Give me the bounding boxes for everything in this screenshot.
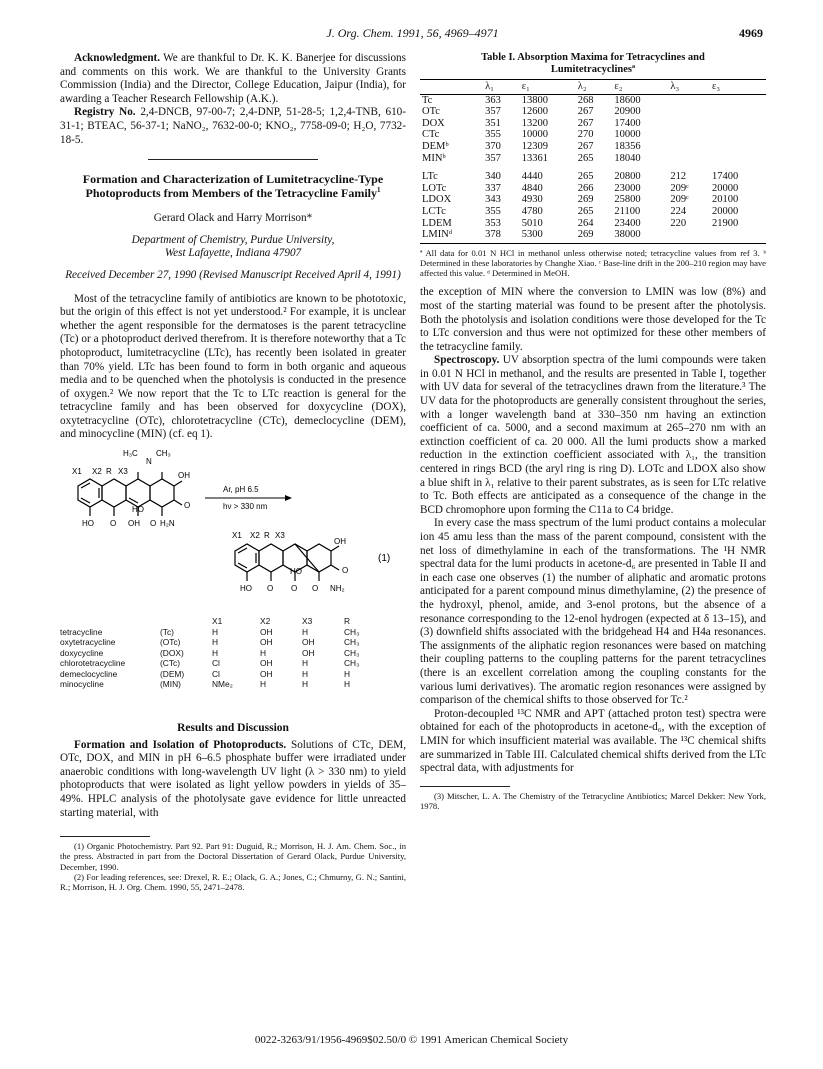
section-divider bbox=[148, 159, 318, 160]
footnote-divider bbox=[60, 836, 150, 837]
c13-nmr-paragraph: Proton-decoupled ¹³C NMR and APT (attached proton test) spectra were obtained for each of the photoproducts in acetone-d₆, with the exception of LMIN for which insufficient material was available. The ¹³C chemical shifts are summarized in Table III. Calculated chemical shifts derived from the LTc spectral data, with adjustments for bbox=[420, 707, 766, 775]
table1-value bbox=[668, 94, 710, 106]
title-footnote-marker: 1 bbox=[377, 186, 381, 195]
page-number: 4969 bbox=[739, 26, 763, 40]
table1-value: 20000 bbox=[711, 182, 739, 194]
table1-value: 212 bbox=[670, 171, 687, 183]
equation-number: (1) bbox=[378, 553, 391, 565]
table1-value: 265 bbox=[577, 205, 594, 217]
article-title-text: Formation and Characterization of Lumitetracycline-Type Photoproducts from Members of the Tetracycline Family bbox=[82, 172, 384, 201]
table1-value: 266 bbox=[577, 182, 594, 194]
compound-x2: OH bbox=[260, 626, 273, 637]
substituent-table bbox=[60, 616, 368, 690]
table1-value bbox=[710, 229, 766, 243]
compound-x3: H bbox=[302, 626, 309, 637]
affiliation-line-1: Department of Chemistry, Purdue University, bbox=[131, 233, 335, 246]
footnote-1: (1) Organic Photochemistry. Part 92. Part 91: Duguid, R.; Morrison, H. J. Am. Chem. Soc., in the press. Abstracted in part from the Doctoral Dissertation of Gerard Olack, Purdue University, December, 1990. bbox=[60, 841, 406, 872]
table-row bbox=[420, 194, 766, 206]
copyright-line: 0022-3263/91/1956-4969$02.50/0 © 1991 American Chemical Society bbox=[254, 1034, 569, 1046]
table1-compound: LDEM bbox=[422, 217, 452, 229]
compound-row bbox=[60, 679, 368, 690]
formation-paragraph bbox=[60, 739, 406, 821]
registry-text: 2,4-DNCB, 97-00-7; 2,4-DNP, 51-28-5; 1,2,4-TNB, 610-31-1; BTEAC, 56-37-1; NaNO₂, 7632-00-0; KNO₂, 7758-09-0; H₂O, 7732-18-5. bbox=[60, 106, 407, 146]
table1-value: 20900 bbox=[614, 106, 641, 118]
table1-value: 4440 bbox=[521, 171, 543, 183]
table1-value: 13800 bbox=[521, 94, 548, 106]
table1-value: 269 bbox=[576, 229, 613, 243]
table1-compound: LCTc bbox=[422, 205, 446, 217]
product-label-x3: X3 bbox=[275, 531, 285, 541]
table1-value: 21900 bbox=[711, 217, 739, 229]
compound-name: oxytetracycline bbox=[60, 637, 116, 648]
reactant-label-h3c: H₃C bbox=[123, 449, 138, 459]
table1-value: 20800 bbox=[614, 171, 641, 183]
compound-x2: H bbox=[260, 647, 267, 658]
reactant-label-ho: HO bbox=[82, 519, 94, 529]
table1-value bbox=[668, 229, 710, 243]
table-row bbox=[420, 206, 766, 218]
table1-value bbox=[668, 153, 710, 165]
footnotes-right bbox=[420, 791, 766, 811]
table1-value: 13200 bbox=[521, 117, 548, 129]
compound-r: CH₃ bbox=[344, 658, 360, 669]
table1-value: 17400 bbox=[711, 171, 739, 183]
product-label-oh: OH bbox=[334, 537, 346, 547]
intro-paragraph: Most of the tetracycline family of antibiotics are known to be phototoxic, but the origin of this effect is not yet understood.² For example, it is unclear whether the agent responsible for the dermatoses is the parent tetracycline (Tc) or a photoproduct derived therefrom. It is therefore noteworthy that a Tc photoproduct, lumitetracycline (LTc), has recently been isolated in greater than 70% yield. LTc has been found to form in both organic and aqueous media and to be quenched when the photolysis is conducted in the presence of oxygen.² We now report that the Tc to LTc reaction is general for the tetracycline family and has been observed for doxycycline (DOX), oxytetracycline (OTc), chlorotetracycline (CTc), demeclocycline (DEM), and minocycline (MIN) (cf. eq 1). bbox=[60, 292, 406, 441]
table1-compound: Tc bbox=[422, 94, 433, 106]
substituent-header bbox=[160, 616, 212, 627]
product-label-x2: X2 bbox=[250, 531, 260, 541]
reaction-scheme bbox=[60, 446, 406, 714]
authors: Gerard Olack and Harry Morrison* bbox=[153, 212, 313, 225]
compound-abbr: (Tc) bbox=[160, 626, 174, 637]
table-row bbox=[420, 94, 766, 106]
table1-value: 12600 bbox=[521, 106, 548, 118]
acknowledgment-text: We are thankful to Dr. K. K. Banerjee for discussions and comments on this work. We are thankful to the University Grants Commission (India) and the Director, College Education, Jaipur (India), for awarding a Teacher Research Fellowship (A.K.). bbox=[60, 52, 406, 105]
table1-compound: DEMᵇ bbox=[422, 140, 449, 152]
table1-value: 265 bbox=[577, 152, 594, 164]
table-row bbox=[420, 229, 766, 243]
footnotes-left bbox=[60, 841, 406, 892]
reactant-label-r: R bbox=[106, 467, 112, 477]
compound-x3: OH bbox=[302, 637, 315, 648]
product-label-o: O bbox=[342, 566, 349, 576]
table1-value: 5300 bbox=[520, 229, 576, 243]
compound-x1: Cl bbox=[212, 658, 220, 669]
table1-compound: MINᵇ bbox=[422, 152, 446, 164]
compound-x2: OH bbox=[260, 668, 273, 679]
product-label-o3: O bbox=[312, 584, 319, 594]
table1-value: 343 bbox=[485, 194, 501, 206]
compound-abbr: (OTc) bbox=[160, 637, 181, 648]
table1-value: 17400 bbox=[614, 117, 641, 129]
registry-numbers bbox=[60, 106, 406, 147]
compound-row bbox=[60, 669, 368, 680]
reactant-label-x1: X1 bbox=[72, 467, 82, 477]
table1-title-line-1: Table I. Absorption Maxima for Tetracyclines and bbox=[481, 52, 705, 63]
product-label-o1: O bbox=[267, 584, 274, 594]
table1-title-line-2: Lumitetracyclinesª bbox=[550, 64, 636, 75]
compound-r: H bbox=[344, 679, 351, 690]
table1-value bbox=[710, 94, 766, 106]
table1-value: 4930 bbox=[521, 194, 543, 206]
table1-value: 357 bbox=[485, 152, 501, 164]
article-title bbox=[60, 172, 406, 200]
table1-value bbox=[710, 153, 766, 165]
table1-col-header: λ₂ bbox=[576, 80, 613, 95]
table1-value: 268 bbox=[577, 94, 594, 106]
table1-absorption-maxima bbox=[420, 79, 766, 244]
compound-row bbox=[60, 627, 368, 638]
table1-value: 38000 bbox=[612, 229, 668, 243]
table1-value bbox=[668, 129, 710, 141]
acknowledgment bbox=[60, 52, 406, 106]
table1-value: 265 bbox=[577, 171, 594, 183]
compound-x1: H bbox=[212, 647, 219, 658]
table1-compound: LTc bbox=[422, 171, 438, 183]
table1-value: 23000 bbox=[614, 182, 641, 194]
spectroscopy-heading: Spectroscopy. bbox=[434, 354, 500, 367]
product-label-ho-ring: HO bbox=[290, 567, 302, 577]
compound-row bbox=[60, 637, 368, 648]
table1-value: 209ᶜ bbox=[670, 194, 689, 206]
table1-compound: LOTc bbox=[422, 182, 447, 194]
table-row bbox=[420, 153, 766, 165]
compound-x3: H bbox=[302, 668, 309, 679]
reactant-label-x2: X2 bbox=[92, 467, 102, 477]
table1-value: 267 bbox=[577, 117, 594, 129]
substituent-header: X2 bbox=[260, 616, 271, 627]
product-structure bbox=[235, 544, 339, 581]
received-dates: Received December 27, 1990 (Revised Manuscript Received April 4, 1991) bbox=[65, 268, 401, 281]
table1-value: 363 bbox=[485, 94, 501, 106]
registry-heading: Registry No. bbox=[74, 106, 136, 119]
compound-r: H bbox=[344, 668, 351, 679]
footnote-2: (2) For leading references, see: Drexel, R. E.; Olack, G. A.; Jones, C.; Chmurny, G. N.; Santini, R.; Morrison, H. J. Org. Chem. 1990, 55, 2471–2478. bbox=[60, 871, 406, 893]
acknowledgment-heading: Acknowledgment. bbox=[74, 52, 161, 64]
compound-abbr: (DEM) bbox=[160, 668, 185, 679]
compound-x2: OH bbox=[260, 658, 273, 669]
table1-value bbox=[710, 129, 766, 141]
compound-row bbox=[60, 648, 368, 659]
table1-value: 20100 bbox=[711, 194, 739, 206]
reactant-label-oh-enol: OH bbox=[128, 519, 140, 529]
table1-value: 13361 bbox=[521, 152, 548, 164]
reactant-label-o: O bbox=[184, 501, 191, 511]
table1-value bbox=[710, 106, 766, 118]
compound-r: CH₃ bbox=[344, 647, 360, 658]
table1-value bbox=[710, 118, 766, 130]
table1-notes: ª All data for 0.01 N HCl in methanol unless otherwise noted; tetracycline values from ref 3. ᵇ Determined in these laboratories by Changhe Xiao. ᶜ Base-line drift in the 200–210 region may have affected this value. ᵈ Determined in MeOH. bbox=[420, 247, 766, 279]
table1-value: 18040 bbox=[614, 152, 641, 164]
table1-value: 267 bbox=[577, 106, 594, 118]
table1-col-header: ε₃ bbox=[710, 80, 766, 95]
product-label-nh2: NH₂ bbox=[330, 584, 345, 594]
table1-value: 264 bbox=[577, 217, 594, 229]
reactant-label-o-keto: O bbox=[110, 519, 117, 529]
table1-value: 224 bbox=[670, 205, 687, 217]
table1-value: 5010 bbox=[521, 217, 543, 229]
product-label-o2: O bbox=[291, 584, 298, 594]
table1-value: 355 bbox=[485, 129, 501, 141]
compound-x1: H bbox=[212, 637, 219, 648]
formation-text: Solutions of CTc, DEM, OTc, DOX, and MIN in pH 6–6.5 phosphate buffer were irradiated under anaerobic conditions with long-wavelength UV light (λ > 330 nm) to yield photoproducts that were isolated as light yellow powders in yields of 35–49%. HPLC analysis of the photolysate gave evidence for little unreacted starting material, with bbox=[60, 738, 406, 819]
compound-row bbox=[60, 658, 368, 669]
table1-value: 337 bbox=[485, 182, 501, 194]
spectroscopy-text: UV absorption spectra of the lumi compounds were taken in 0.01 N HCl in methanol, and the results are presented in Table I, together with UV data for several of the tetracyclines drawn from the literature.³ The UV data for the photoproducts are generally consistent throughout the series, with a longer wavelength band at 330–350 nm having an extinction coefficient of ca. 5000, and a second maximum at 265–270 nm with an extinction coefficient of ca. 20 000. All the lumi products show a marked reduction in the extinction coefficient associated with λ₁, the transition centered in rings BCD (the aryl ring is ring D). LOTc and LDOX also show a blue shift in λ₁ relative to their parent substrates, as is seen for LTc relative to Tc. Both effects are anticipated as a consequence of the change in the BCD chromophore upon forming the C11a to C4 bridge. bbox=[420, 354, 766, 516]
reactant-label-oh: OH bbox=[178, 471, 190, 481]
table1-title bbox=[420, 52, 766, 76]
compound-abbr: (CTc) bbox=[160, 658, 180, 669]
table1-value: 378 bbox=[483, 229, 520, 243]
table1-value bbox=[710, 141, 766, 153]
compound-x3: H bbox=[302, 679, 309, 690]
formation-heading: Formation and Isolation of Photoproducts. bbox=[74, 738, 287, 751]
table1-value: 209ᶜ bbox=[670, 182, 689, 194]
table1-value: 10000 bbox=[614, 129, 641, 141]
product-label-x1: X1 bbox=[232, 531, 242, 541]
table1-value: 353 bbox=[485, 217, 501, 229]
reactant-label-n: N bbox=[146, 457, 152, 467]
compound-abbr: (MIN) bbox=[160, 679, 181, 690]
table-row bbox=[420, 141, 766, 153]
product-label-r: R bbox=[264, 531, 270, 541]
substituent-header: R bbox=[344, 616, 351, 627]
table1-value: 220 bbox=[670, 217, 687, 229]
reactant-label-o-amide: O bbox=[150, 519, 157, 529]
continued-paragraph: the exception of MIN where the conversion to LMIN was low (8%) and most of the starting material was found to be present after the photolysis. Both the photolysis and isolation conditions were those developed for the Tc to LTc conversion and thus were not optimized for these other members of the tetracycline family. bbox=[420, 286, 766, 353]
table1-body bbox=[420, 94, 766, 243]
spectroscopy-paragraph bbox=[420, 354, 766, 517]
table1-value: 20000 bbox=[711, 205, 739, 217]
table1-col-header: ε₂ bbox=[612, 80, 668, 95]
compound-name: doxycycline bbox=[60, 647, 104, 658]
compound-name: tetracycline bbox=[60, 626, 103, 637]
table1-value: 23400 bbox=[614, 217, 641, 229]
table1-compound: DOX bbox=[422, 117, 445, 129]
running-header: J. Org. Chem. 1991, 56, 4969–4971 bbox=[326, 26, 499, 40]
right-column bbox=[420, 52, 766, 811]
footnote-3: (3) Mitscher, L. A. The Chemistry of the Tetracycline Antibiotics; Marcel Dekker: New York, 1978. bbox=[420, 790, 766, 811]
left-column bbox=[60, 52, 406, 892]
table1-value: 18600 bbox=[614, 94, 641, 106]
table1-value: 370 bbox=[485, 140, 501, 152]
arrow-label-bottom: hν > 330 nm bbox=[223, 502, 268, 512]
table1-compound: CTc bbox=[422, 129, 440, 141]
table1-col-header: λ₁ bbox=[483, 80, 520, 95]
table1-value: 12309 bbox=[521, 140, 548, 152]
compound-r: CH₃ bbox=[344, 637, 360, 648]
compound-x3: H bbox=[302, 658, 309, 669]
table-row bbox=[420, 118, 766, 130]
reactant-label-ch3: CH₃ bbox=[156, 449, 171, 459]
table-row bbox=[420, 106, 766, 118]
table-row bbox=[420, 164, 766, 183]
compound-r: CH₃ bbox=[344, 626, 360, 637]
table1-value bbox=[668, 106, 710, 118]
table1-col-header: λ₃ bbox=[668, 80, 710, 95]
compound-name: minocycline bbox=[60, 679, 104, 690]
substituent-header-row bbox=[60, 616, 368, 627]
table1-compound: OTc bbox=[422, 106, 440, 118]
table1-value: 340 bbox=[485, 171, 501, 183]
compound-x1: Cl bbox=[212, 668, 220, 679]
table1-header-row bbox=[420, 80, 766, 95]
affiliation-line-2: West Lafayette, Indiana 47907 bbox=[164, 247, 302, 260]
reactant-label-ho-ring: HO bbox=[132, 505, 144, 515]
table1-value: 355 bbox=[485, 205, 501, 217]
table1-value: 18356 bbox=[614, 140, 641, 152]
compound-x1: NMe₂ bbox=[212, 679, 233, 690]
table1-value: 25800 bbox=[614, 194, 641, 206]
reactant-structure bbox=[78, 472, 182, 516]
footnote-divider-right bbox=[420, 786, 510, 787]
table1-value bbox=[668, 141, 710, 153]
table1-value: 4840 bbox=[521, 182, 543, 194]
compound-abbr: (DOX) bbox=[160, 647, 184, 658]
substituent-header bbox=[60, 616, 160, 627]
table1-value: 270 bbox=[577, 129, 594, 141]
arrow-label-top: Ar, pH 6.5 bbox=[223, 485, 259, 495]
mass-spectrum-paragraph: In every case the mass spectrum of the lumi product contains a molecular ion 45 amu less than the mass of the parent compound, consistent with the net loss of dimethylamine in each of the transformations. The ¹H NMR spectral data for the lumi products in acetone-d₆ are presented in Table II and in each case one observes (1) the number of aliphatic and aromatic protons anticipated for a parent compound minus dimethylamine, (2) the presence of the hydroxyl, phenol, amide, and 3-enol protons, but the absence of a resonance corresponding to the 12-enol hydrogen (expected at δ 13–15), and (3) downfield shifts associated with the bridgehead H4 and H4a resonances. The assignments of the aliphatic region resonances were based on matching their coupling patterns to the coupling patterns for the parent tetracyclines (there is an excellent correlation among the coupling constants for the various lumi derivatives). The aromatic region resonances were assigned by comparison of the chemical shifts to those observed for Tc.² bbox=[420, 517, 766, 707]
compound-name: demeclocycline bbox=[60, 668, 118, 679]
product-label-ho: HO bbox=[240, 584, 252, 594]
substituent-header: X1 bbox=[212, 616, 223, 627]
results-heading: Results and Discussion bbox=[177, 722, 289, 735]
table1-value: 10000 bbox=[521, 129, 548, 141]
substituent-header: X3 bbox=[302, 616, 313, 627]
table1-col-header: ε₁ bbox=[520, 80, 576, 95]
compound-x2: OH bbox=[260, 637, 273, 648]
reaction-arrowhead bbox=[285, 495, 292, 501]
table1-compound: LMINᵈ bbox=[420, 229, 483, 243]
table-row bbox=[420, 218, 766, 230]
reactant-label-x3: X3 bbox=[118, 467, 128, 477]
table-row bbox=[420, 129, 766, 141]
table1-value: 21100 bbox=[614, 205, 641, 217]
compound-name: chlorotetracycline bbox=[60, 658, 126, 669]
table1-value bbox=[668, 118, 710, 130]
affiliation bbox=[60, 234, 406, 261]
table1-value: 351 bbox=[485, 117, 501, 129]
table1-value: 267 bbox=[577, 140, 594, 152]
table-row bbox=[420, 183, 766, 195]
scheme-drawing bbox=[60, 446, 406, 616]
reactant-label-h2n: H₂N bbox=[160, 519, 175, 529]
compound-x3: OH bbox=[302, 647, 315, 658]
table1-compound: LDOX bbox=[422, 194, 452, 206]
table1-value: 269 bbox=[577, 194, 594, 206]
table1-value: 357 bbox=[485, 106, 501, 118]
compound-x1: H bbox=[212, 626, 219, 637]
table1-value: 4780 bbox=[521, 205, 543, 217]
table1-col-header bbox=[420, 80, 483, 95]
compound-x2: H bbox=[260, 679, 267, 690]
